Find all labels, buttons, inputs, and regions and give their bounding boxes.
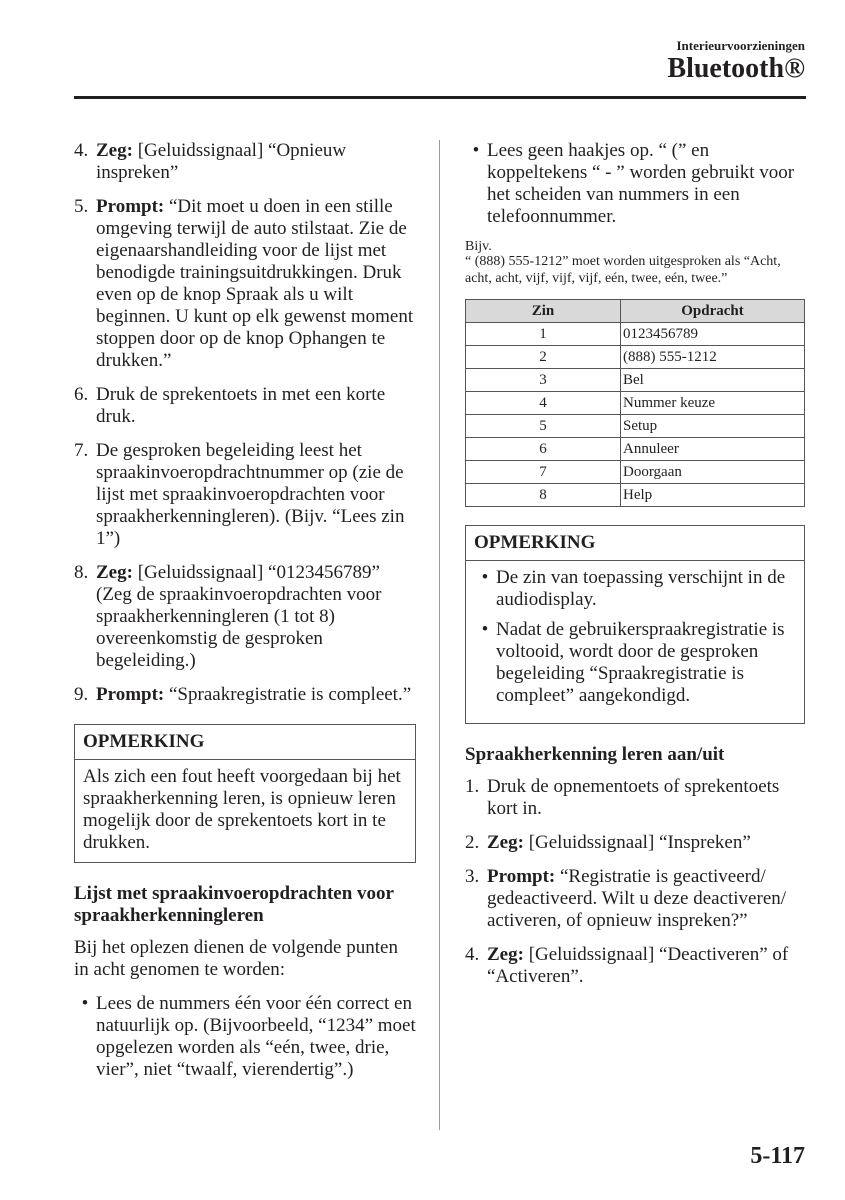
bullet-text: Nadat de gebruikerspraakregistratie is voltooid, wordt door de gesproken begeleiding “Spraakregistratie is compleet” aangekondigd. [496, 619, 785, 706]
step-number: 7. [74, 440, 89, 461]
table-row [466, 484, 805, 507]
step-lead: Zeg: [487, 944, 524, 965]
table-cell-zin: 5 [466, 415, 621, 438]
intro-paragraph: Bij het oplezen dienen de volgende punten in acht genomen te worden: [74, 937, 398, 980]
section-heading: Spraakherkenning leren aan/uit [465, 744, 725, 765]
step-9 [74, 684, 416, 706]
note-bullet [474, 567, 796, 611]
step-1 [465, 776, 805, 820]
step-7 [74, 440, 416, 550]
step-number: 1. [465, 776, 480, 797]
table-cell-zin: 3 [466, 369, 621, 392]
step-text: Druk de opnementoets of sprekentoets kort in. [487, 776, 780, 819]
section-heading: Lijst met spraakinvoeropdrachten voor spraakherkenningleren [74, 883, 394, 926]
example-text: “ (888) 555-1212” moet worden uitgesproken als “Acht, acht, acht, vijf, vijf, vijf, eén, twee, eén, twee.” [465, 254, 781, 286]
table-row [466, 369, 805, 392]
note-title: OPMERKING [466, 526, 804, 561]
bullet-text: Lees de nummers één voor één correct en natuurlijk op. (Bijvoorbeeld, “1234” moet opgelezen worden als “eén, twee, drie, vier”, niet “twaalf, vierendertig”.) [96, 993, 416, 1080]
step-text: [Geluidssignaal] “Inspreken” [523, 832, 751, 853]
note-text: Als zich een fout heeft voorgedaan bij het spraakherkenning leren, is opnieuw leren mogelijk door de sprekentoets kort in te drukken. [83, 766, 401, 853]
step-text: De gesproken begeleiding leest het spraakinvoeropdrachtnummer op (zie de lijst met spraakinvoeropdrachten voor spraakherkenningleren). (Bijv. “Lees zin 1”) [96, 440, 405, 549]
example-label: Bijv. [465, 239, 492, 254]
step-text: [Geluidssignaal] “Opnieuw inspreken” [96, 140, 347, 183]
table-cell-zin: 2 [466, 346, 621, 369]
table-header-row [466, 300, 805, 323]
table-cell-opdracht: Annuleer [621, 438, 805, 461]
step-5 [74, 196, 416, 372]
table-cell-zin: 8 [466, 484, 621, 507]
step-number: 3. [465, 866, 480, 887]
bullet-dot: • [481, 567, 489, 588]
step-lead: Zeg: [96, 562, 133, 583]
table-cell-zin: 6 [466, 438, 621, 461]
step-text: “Spraakregistratie is compleet.” [164, 684, 412, 705]
step-lead: Prompt: [96, 196, 165, 217]
step-3 [465, 866, 805, 932]
step-number: 8. [74, 562, 89, 583]
step-number: 9. [74, 684, 89, 705]
table-cell-zin: 7 [466, 461, 621, 484]
table-header-opdracht: Opdracht [621, 300, 805, 323]
table-cell-opdracht: Bel [621, 369, 805, 392]
table-cell-opdracht: Nummer keuze [621, 392, 805, 415]
bullet-text: Lees geen haakjes op. “ (” en koppeltekens “ - ” worden gebruikt voor het scheiden van nummers in een telefoonnummer. [487, 140, 795, 227]
right-column [465, 140, 805, 1000]
step-number: 6. [74, 384, 89, 405]
step-number: 4. [465, 944, 480, 965]
bullet-item [74, 993, 416, 1081]
left-column [74, 140, 416, 1093]
step-2 [465, 832, 805, 854]
step-6 [74, 384, 416, 428]
header-rule [74, 96, 806, 99]
table-cell-opdracht: Doorgaan [621, 461, 805, 484]
command-table [465, 299, 805, 507]
table-header-zin: Zin [466, 300, 621, 323]
step-text: Druk de sprekentoets in met een korte druk. [96, 384, 386, 427]
note-title: OPMERKING [75, 725, 415, 760]
step-lead: Zeg: [487, 832, 524, 853]
step-4 [465, 944, 805, 988]
bullet-dot: • [472, 140, 480, 161]
table-cell-opdracht: (888) 555-1212 [621, 346, 805, 369]
table-row [466, 415, 805, 438]
bullet-text: De zin van toepassing verschijnt in de audiodisplay. [496, 567, 786, 610]
table-row [466, 438, 805, 461]
step-text: “Registratie is geactiveerd/ gedeactiveerd. Wilt u deze deactiveren/ activeren, of opnieuw inspreken?” [487, 866, 787, 931]
table-row [466, 392, 805, 415]
step-number: 4. [74, 140, 89, 161]
table-row [466, 323, 805, 346]
header-title: Bluetooth® [667, 53, 805, 84]
step-text: [Geluidssignaal] “0123456789” (Zeg de spraakinvoeropdrachten voor spraakherkenningleren (1 tot 8) overeenkomstig de gesproken begeleiding.) [96, 562, 382, 671]
step-text: “Dit moet u doen in een stille omgeving terwijl de auto stilstaat. Zie de eigenaarshandleiding voor de lijst met benodigde trainingsuitdrukkingen. Druk even op de knop Spraak als u wilt beginnen. U kunt op elk gewenst moment stoppen door op de knop Ophangen te drukken.” [96, 196, 414, 371]
step-number: 5. [74, 196, 89, 217]
table-cell-opdracht: Help [621, 484, 805, 507]
note-bullet [474, 619, 796, 707]
note-box [465, 525, 805, 724]
page-number: 5-117 [750, 1143, 805, 1169]
table-cell-opdracht: 0123456789 [621, 323, 805, 346]
note-box [74, 724, 416, 863]
header-section-label: Interieurvoorzieningen [676, 38, 805, 53]
bullet-dot: • [481, 619, 489, 640]
step-number: 2. [465, 832, 480, 853]
step-lead: Zeg: [96, 140, 133, 161]
step-4 [74, 140, 416, 184]
table-row [466, 346, 805, 369]
column-divider [439, 140, 440, 1130]
table-row [466, 461, 805, 484]
table-cell-opdracht: Setup [621, 415, 805, 438]
step-8 [74, 562, 416, 672]
note-body [466, 561, 804, 723]
step-lead: Prompt: [96, 684, 165, 705]
bullet-item [465, 140, 805, 228]
step-lead: Prompt: [487, 866, 556, 887]
bullet-dot: • [81, 993, 89, 1014]
table-cell-zin: 1 [466, 323, 621, 346]
table-cell-zin: 4 [466, 392, 621, 415]
step-text: [Geluidssignaal] “Deactiveren” of “Activeren”. [487, 944, 789, 987]
